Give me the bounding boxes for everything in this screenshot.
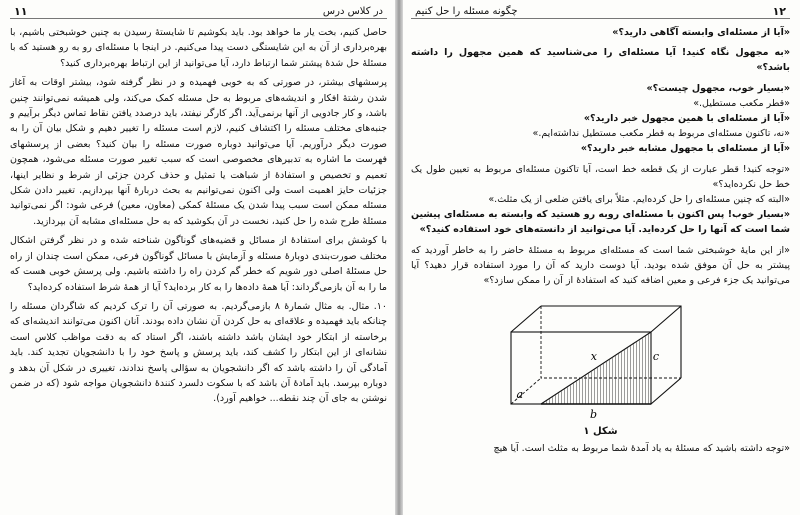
right-page — [403, 0, 800, 515]
figure-caption: شکل ۱ — [583, 426, 618, 438]
book-gutter — [395, 0, 403, 515]
box-diagram — [501, 294, 701, 424]
dialogue-line: «توجه کنید! قطر عبارت از یک قطعه خط است، آیا تاکنون مسئله‌ای مربوط به تعیین طول یک خط حل نکرده‌اید؟» — [411, 163, 790, 190]
box-depth-edge — [651, 306, 681, 332]
right-running-head: چگونه مسئله را حل کنیم — [415, 5, 518, 17]
dialogue-line: «نه، تاکنون مسئله‌ای مربوط به قطر مکعب مستطیل نداشته‌ایم.» — [532, 128, 790, 140]
box-depth-edge — [511, 306, 541, 332]
paragraph: ۱۰. مثال. به مثال شمارهٔ ۸ بازمی‌گردیم. به صورتی آن را ترک کردیم که شاگردان مسئله را چنانکه باید فهمیده و علاقه‌ای به حل کردن آن نشان داده بودند. آنان اکنون می‌توانند اندیشه‌ای که برخاسته از ابتکار خود ایشان باشد داشته باشند، اگر استاد که به دقت مواظب کلاس است نشانه‌ای از این ابتکار را کشف کند، باید پرسش و پاسخ خود را با دانشجویان تجدید کند. باید آمادگی آن را داشته باشد که اگر دانشجویان به سؤالی پاسخ ندادند، تغییری در شکل آن بدهد و دوباره بپرسد. باید آمادهٔ آن باشد که با سکوت دلسرد کنندهٔ دانشجویان مواجه شود (که در ضمن نوشتن به جای آن چند نقطه... خواهیم آورد). — [10, 300, 387, 405]
right-page-body — [411, 25, 790, 288]
right-page-number: ۱۲ — [772, 4, 786, 18]
dialogue-line: «بسیار خوب! پس اکنون با مسئله‌ای روبه رو هستید که وابسته به مسئله‌ای پیشین شما است که آنها را حل کرده‌اید. آیا می‌توانید از دانسته‌های خود استفاده کنید؟» — [411, 209, 790, 236]
label-c: c — [652, 350, 659, 364]
right-page-header — [411, 4, 790, 19]
dialogue-line: «بسیار خوب، مجهول چیست؟» — [646, 82, 790, 94]
dialogue-line: «از این مایهٔ خوشبختی شما است که مسئله‌ای مربوط به مسئلهٔ حاضر را به خاطر آوردید که پیشتر به حل آن موفق شده بودید. آیا دوست دارید که آن را مورد استفاده قرار دهید؟ آیا می‌توانید یک جزء فرعی و معین اضافه کنید که استفادهٔ از آن را ممکن سازد؟» — [411, 244, 790, 287]
right-page-closing — [411, 441, 790, 456]
left-page-body — [10, 25, 387, 407]
dialogue-line: «قطر مکعب مستطیل.» — [693, 97, 790, 109]
left-page-header — [10, 4, 387, 19]
label-x: x — [590, 350, 597, 364]
dialogue-line: «آیا از مسئله‌ای با همین مجهول خبر دارید؟» — [583, 113, 790, 125]
rectangular-box-svg — [501, 294, 701, 424]
dialogue-line: «البته که چنین مسئله‌ای را حل کرده‌ایم. مثلاً برای یافتن ضلعی از یک مثلث.» — [488, 194, 790, 206]
dialogue-line: «آیا از مسئله‌ای وابسته آگاهی دارید؟» — [612, 27, 790, 38]
paragraph: پرسشهای بیشتر، در صورتی که به خوبی فهمیده و در نظر گرفته شود، بیشتر اوقات به آغاز شدن رشتهٔ افکار و اندیشه‌های مربوط به حل مسئله کمک می‌کند، ولی همیشه نمی‌توانند چنین باشد، و کار جادویی از آنها برنمی‌آید. اگر کارگر نیفتد، باید درصدد یافتن نقاط تماس دیگر برآییم و جنبه‌های مختلف مسئله را اکتشاف کنیم، لازم است مسئله را تغییر دهیم و شکل بیان آن را به صورت دیگر درآوریم. آیا می‌توانید دوباره صورت مسئله را بیان کنید؟ بعضی از پرسشهای فهرست ما اشاره به تدبیرهای مخصوصی است که سبب تغییر صورت مسئله می‌شود، همچون تعمیم و تخصیص و استفادهٔ از شباهت یا تمثیل و حذف کردن جزئی از شرط و نظایر اینها، جزئیات حایز اهمیت است ولی اکنون نمی‌توانیم به بحث دربارهٔ آنها بپردازیم. تغییر دادن شکل مسئله ممکن است سبب پیدا شدن یک مسئلهٔ کمکی (معاون، معین) فرعی شود: اگر نمی‌توانید مسئلهٔ طرح شده را حل کنید، نخست در آن بکوشید که به حل مسئله‌ای مشابه آن بپردازید. — [10, 77, 387, 227]
left-running-head: در کلاس درس — [322, 5, 383, 17]
dialogue-line: «توجه داشته باشید که مسئلهٔ به یاد آمدهٔ شما مربوط به مثلث است. آیا هیچ — [493, 443, 790, 455]
left-page-number: ۱۱ — [14, 4, 28, 18]
box-depth-edge — [651, 378, 681, 404]
paragraph: با کوشش برای استفادهٔ از مسائل و قضیه‌های گوناگون شناخته شده و در نظر گرفتن اشکال مختلف صورت‌بندی دوبارهٔ مسئله و آزمایش با مسائل گوناگون فرعی، ممکن است چندان از راه حل مسئلهٔ اصلی دور شویم که خطر گم کردن راه را داشته باشیم. ولی پرسش خوبی هست که ما را به آن بازمی‌گرداند: آیا همهٔ داده‌ها را به کار برده‌اید؟ آیا از همهٔ شرط استفاده کرده‌اید؟ — [10, 235, 387, 293]
paragraph: حاصل کنیم، بخت یار ما خواهد بود. باید بکوشیم تا شایستهٔ رسیدن به چنین خوشبختی باشیم، با بهره‌برداری از آن به این شایستگی دست پیدا می‌کنیم. در اینجا با مسئله‌ای رو به رو هستید که با مسئلهٔ حل شدهٔ پیشتر شما ارتباط دارد، آیا می‌توانید از این ارتباط بهره‌برداری کنید؟ — [10, 27, 387, 69]
dialogue-line: «به مجهول نگاه کنید! آیا مسئله‌ای را می‌شناسید که همین مجهول را داشته باشد؟» — [411, 47, 790, 74]
left-page — [0, 0, 395, 515]
label-a: a — [515, 388, 523, 402]
label-b: b — [589, 408, 597, 422]
dialogue-line: «آیا از مسئله‌ای با مجهول مشابه خبر دارید؟» — [580, 143, 790, 155]
